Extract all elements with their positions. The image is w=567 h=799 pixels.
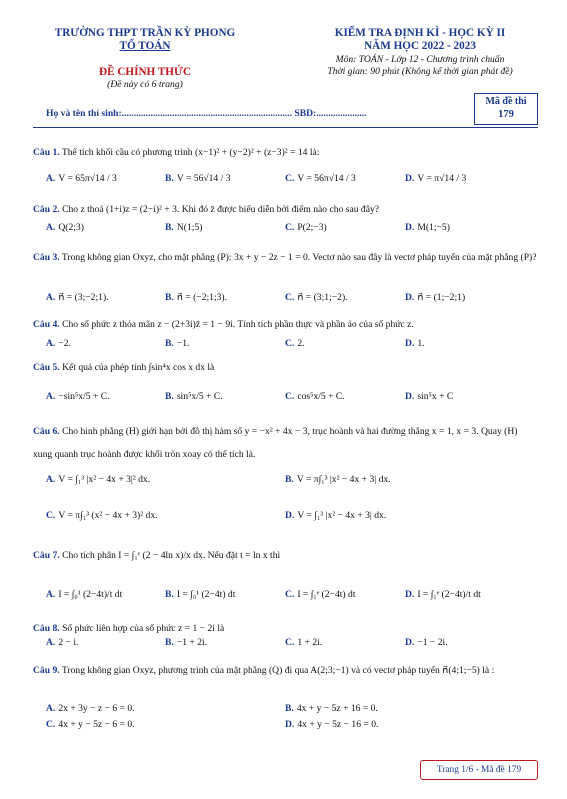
q9-option-c[interactable]: C. 4x + y − 5z − 6 = 0.: [46, 719, 135, 730]
q2-option-c[interactable]: C. P(2;−3): [285, 222, 327, 233]
question-8: [33, 622, 538, 635]
q7-option-c[interactable]: C. I = ∫₁ᵉ (2−4t) dt: [285, 589, 356, 600]
q4-option-d[interactable]: D. 1.: [405, 338, 425, 349]
q2-option-b[interactable]: B. N(1;5): [165, 222, 203, 233]
q7-option-b[interactable]: B. I = ∫₀¹ (2−4t) dt: [165, 589, 236, 600]
q1-option-a[interactable]: A. V = 65π√14 / 3: [46, 173, 117, 184]
q4-option-c[interactable]: C. 2.: [285, 338, 305, 349]
q1-option-b[interactable]: B. V = 56√14 / 3: [165, 173, 231, 184]
student-info-line: Họ và tên thí sinh:....................................................................... SBD:.....................: [46, 108, 367, 119]
q8-option-c[interactable]: C. 1 + 2i.: [285, 637, 323, 648]
question-2-text: Cho z thoả (1+i)z = (2−i)² + 3. Khi đó z̄ được biểu diễn bởi điểm nào cho sau đây?: [62, 204, 380, 215]
exam-code: 179: [498, 109, 514, 120]
question-7-text: Cho tích phân I = ∫₁ᵉ (2 − 4ln x)/x dx. Nếu đặt t = ln x thì: [62, 550, 281, 561]
question-6: [33, 420, 538, 466]
q3-option-d[interactable]: D. n⃗ = (1;−2;1): [405, 292, 466, 303]
question-7: [33, 549, 538, 562]
page-footer: Trang 1/6 - Mã đề 179: [436, 765, 522, 775]
q3-option-b[interactable]: B. n⃗ = (−2;1;3).: [165, 292, 228, 303]
question-5-label: Câu 5.: [33, 362, 60, 373]
q9-option-b[interactable]: B. 4x + y − 5z + 16 = 0.: [285, 703, 378, 714]
q7-option-d[interactable]: D. I = ∫₁ᵉ (2−4t)/t dt: [405, 589, 481, 600]
q1-option-c[interactable]: C. V = 56π√14 / 3: [285, 173, 356, 184]
q6-option-c[interactable]: C. V = π∫₁³ (x² − 4x + 3)² dx.: [46, 510, 158, 521]
question-5: [33, 361, 538, 374]
question-8-text: Số phức liên hợp của số phức z = 1 − 2i là: [62, 623, 225, 634]
exam-title: KIỂM TRA ĐỊNH KÌ - HỌC KỲ II: [334, 27, 506, 39]
question-3-label: Câu 3.: [33, 252, 60, 263]
question-3: [33, 246, 538, 269]
question-1: [33, 146, 538, 159]
q6-option-a[interactable]: A. V = ∫₁³ |x² − 4x + 3|² dx.: [46, 474, 151, 485]
q8-option-d[interactable]: D. −1 − 2i.: [405, 637, 448, 648]
official-label: ĐỀ CHÍNH THỨC: [99, 66, 191, 78]
question-7-label: Câu 7.: [33, 550, 60, 561]
q6-option-d[interactable]: D. V = ∫₁³ |x² − 4x + 3| dx.: [285, 510, 387, 521]
q4-option-a[interactable]: A. −2.: [46, 338, 71, 349]
exam-code-label: Mã đề thi: [485, 96, 527, 107]
exam-code-box: [474, 93, 538, 125]
q8-option-b[interactable]: B. −1 + 2i.: [165, 637, 208, 648]
q5-option-a[interactable]: A. −sin⁵x/5 + C.: [46, 391, 110, 402]
q3-option-a[interactable]: A. n⃗ = (3;−2;1).: [46, 292, 109, 303]
q5-option-d[interactable]: D. sin⁵x + C: [405, 391, 454, 402]
question-6-text: Cho hình phẳng (H) giới hạn bởi đồ thị hàm số y = −x² + 4x − 3, trục hoành và hai đường thẳng x = 1, x = 3. Quay (H) xung quanh trục hoành được khối tròn xoay có thể tích là.: [33, 426, 518, 460]
q9-option-d[interactable]: D. 4x + y − 5z − 16 = 0.: [285, 719, 379, 730]
q7-option-a[interactable]: A. I = ∫₀¹ (2−4t)/t dt: [46, 589, 123, 600]
subject-line: Môn: TOÁN - Lớp 12 - Chương trình chuẩn: [335, 54, 505, 65]
q9-option-a[interactable]: A. 2x + 3y − z − 6 = 0.: [46, 703, 135, 714]
q5-option-b[interactable]: B. sin⁵x/5 + C.: [165, 391, 223, 402]
q5-option-c[interactable]: C. cos⁵x/5 + C.: [285, 391, 345, 402]
q1-option-d[interactable]: D. V = π√14 / 3: [405, 173, 467, 184]
question-4-text: Cho số phức z thỏa mãn z − (2+3i)z̄ = 1 − 9i. Tính tích phần thực và phần ảo của số phức z.: [62, 319, 414, 330]
question-2-label: Câu 2.: [33, 204, 60, 215]
school-year: NĂM HỌC 2022 - 2023: [364, 40, 476, 52]
department-text: TỔ TOÁN: [119, 40, 171, 52]
pages-note: (Đề này có 6 trang): [107, 79, 183, 90]
q4-option-b[interactable]: B. −1.: [165, 338, 190, 349]
q2-option-d[interactable]: D. M(1;−5): [405, 222, 450, 233]
question-9-label: Câu 9.: [33, 665, 60, 676]
q6-option-b[interactable]: B. V = π∫₁³ |x² − 4x + 3| dx.: [285, 474, 391, 485]
q8-option-a[interactable]: A. 2 − i.: [46, 637, 79, 648]
question-2: [33, 203, 538, 216]
question-5-text: Kết quả của phép tính ∫sin⁴x cos x dx là: [62, 362, 215, 373]
school-name: TRƯỜNG THPT TRẦN KỲ PHONG: [54, 27, 236, 39]
question-1-text: Thể tích khối cầu có phương trình (x−1)² + (y−2)² + (z−3)² = 14 là:: [61, 147, 320, 158]
question-4: [33, 318, 538, 331]
time-line: Thời gian: 90 phút (Không kể thời gian phát đề): [327, 66, 513, 77]
department: [40, 40, 250, 53]
header-divider: [33, 127, 538, 128]
question-8-label: Câu 8.: [33, 623, 60, 634]
question-9: [33, 659, 538, 682]
question-4-label: Câu 4.: [33, 319, 60, 330]
q3-option-c[interactable]: C. n⃗ = (3;1;−2).: [285, 292, 348, 303]
question-3-text: Trong không gian Oxyz, cho mặt phẳng (P): 3x + y − 2z − 1 = 0. Vectơ nào sau đây là vectơ pháp tuyến của mặt phẳng (P)?: [61, 252, 537, 263]
q2-option-a[interactable]: A. Q(2;3): [46, 222, 84, 233]
question-1-label: Câu 1.: [33, 147, 60, 158]
question-9-text: Trong không gian Oxyz, phương trình của mặt phẳng (Q) đi qua A(2;3;−1) và có vectơ pháp tuyến n⃗(4;1;−5) là :: [61, 665, 495, 676]
page-footer-box: [420, 760, 538, 780]
question-6-label: Câu 6.: [33, 426, 60, 437]
